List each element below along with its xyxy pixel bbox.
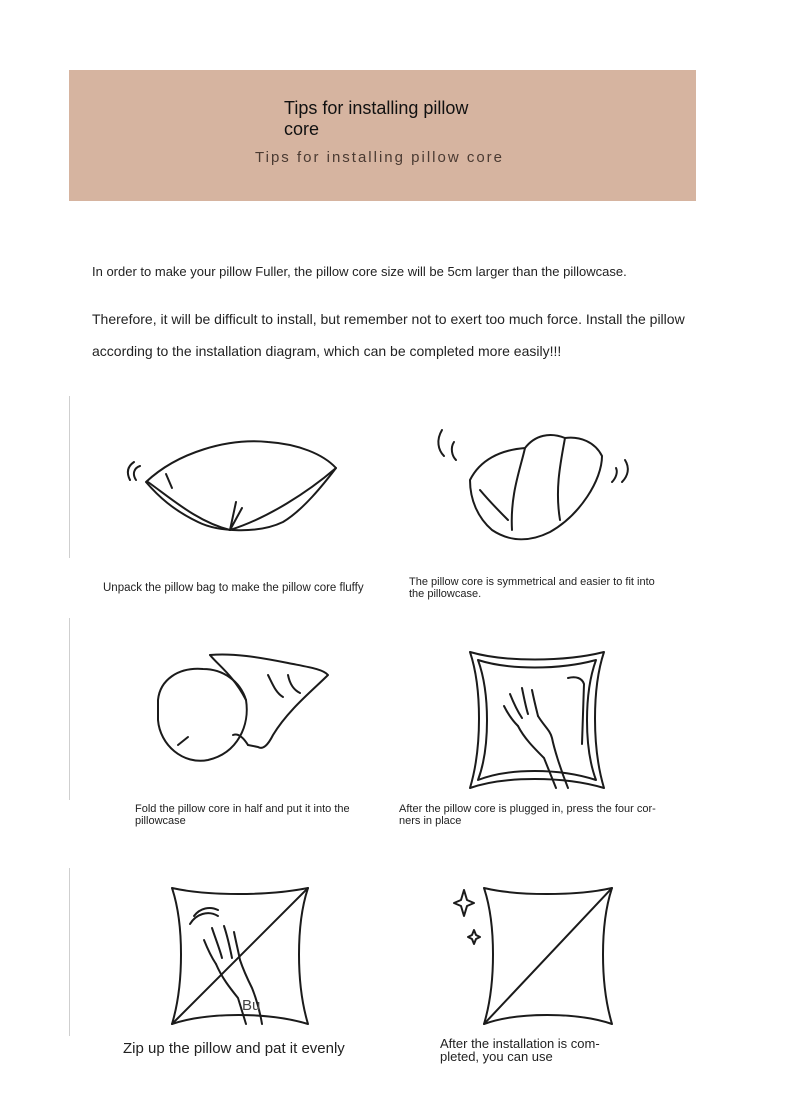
divider-line bbox=[69, 396, 70, 558]
intro-paragraph-1: In order to make your pillow Fuller, the pillow core size will be 5cm larger than the pillowcase. bbox=[92, 264, 627, 279]
step-caption-5: Zip up the pillow and pat it evenly bbox=[123, 1040, 345, 1057]
pillow-into-case-icon bbox=[148, 645, 338, 770]
step-caption-3: Fold the pillow core in half and put it into the pillowcase bbox=[135, 803, 350, 827]
step-caption-6: After the installation is com- pleted, you can use bbox=[440, 1036, 600, 1064]
finished-pillow-icon bbox=[452, 884, 627, 1034]
intro-paragraph-2: Therefore, it will be difficult to install, but remember not to exert too much force. Install the pillow according to the installation diagram, which can be completed more easily!!! bbox=[92, 311, 685, 359]
step-caption-2: The pillow core is symmetrical and easier to fit into the pillowcase. bbox=[409, 576, 655, 600]
page-subtitle: Tips for installing pillow core bbox=[255, 149, 505, 166]
press-corners-icon bbox=[464, 648, 609, 793]
fluffy-pillow-icon bbox=[118, 430, 348, 540]
watermark-text: Bu bbox=[242, 997, 261, 1014]
divider-line bbox=[69, 868, 70, 1036]
step-caption-4: After the pillow core is plugged in, press the four cor- ners in place bbox=[399, 803, 656, 827]
folded-pillow-icon bbox=[430, 420, 640, 550]
step-caption-1: Unpack the pillow bag to make the pillow core fluffy bbox=[103, 582, 364, 594]
header-banner bbox=[69, 70, 696, 201]
page-title: Tips for installing pillow core bbox=[284, 98, 469, 139]
pat-pillow-icon bbox=[168, 884, 313, 1029]
divider-line bbox=[69, 618, 70, 800]
